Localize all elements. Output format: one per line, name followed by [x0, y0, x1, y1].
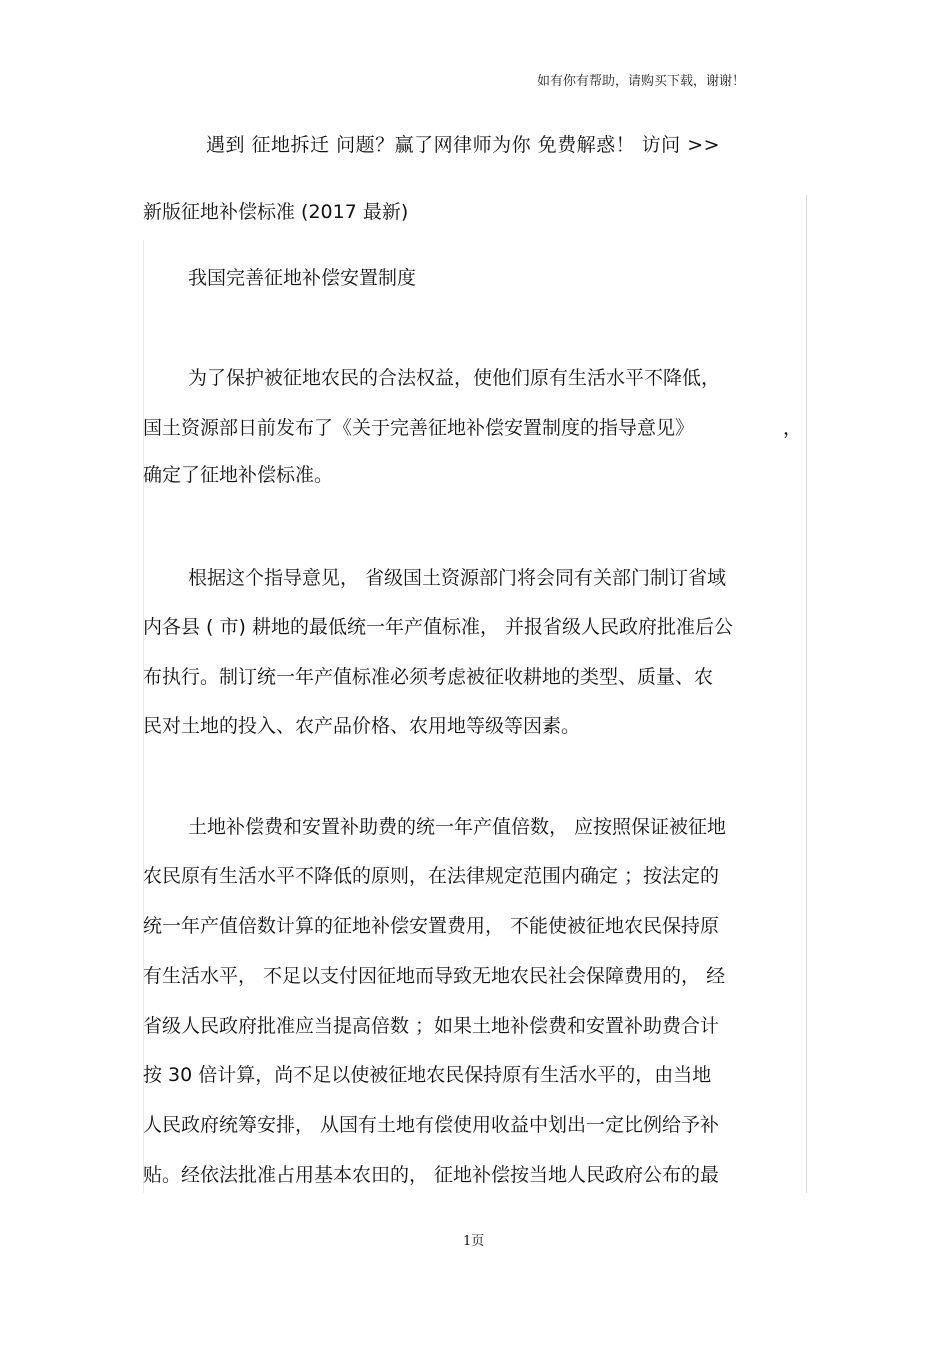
paragraph-1-line-1: 为了保护被征地农民的合法权益，使他们原有生活水平不降低，: [188, 367, 721, 389]
page-number: 1页: [463, 1234, 485, 1249]
paragraph-3-line-1: 土地补偿费和安置补助费的统一年产值倍数， 应按照保证被征地: [188, 816, 727, 838]
paragraph-1-line-2: 国土资源部日前发布了《关于完善征地补偿安置制度的指导意见》: [143, 417, 695, 439]
promo-link[interactable]: 遇到 征地拆迁 问题？赢了网律师为你 免费解惑！ 访问 >>: [206, 134, 721, 156]
download-note: 如有你有帮助，请购买下载，谢谢！: [537, 74, 746, 89]
paragraph-3-line-6: 按 30 倍计算，尚不足以使被征地农民保持原有生活水平的，由当地: [143, 1064, 712, 1086]
document-title: 新版征地补偿标准 (2017 最新): [143, 201, 409, 223]
paragraph-2-line-2: 内各县 ( 市) 耕地的最低统一年产值标准， 并报省级人民政府批准后公: [143, 616, 733, 638]
paragraph-2-line-4: 民对土地的投入、农产品价格、农用地等级等因素。: [143, 715, 581, 737]
document-subtitle: 我国完善征地补偿安置制度: [188, 267, 417, 289]
paragraph-1-comma: ，: [783, 417, 803, 439]
paragraph-2-line-1: 根据这个指导意见， 省级国土资源部门将会同有关部门制订省域: [188, 567, 727, 589]
paragraph-3-line-4: 有生活水平， 不足以支付因征地而导致无地农民社会保障费用的， 经: [143, 965, 726, 987]
paragraph-2-line-3: 布执行。制订统一年产值标准必须考虑被征收耕地的类型、质量、农: [143, 666, 714, 688]
paragraph-3-line-2: 农民原有生活水平不降低的原则，在法律规定范围内确定 ；按法定的: [143, 865, 720, 887]
paragraph-3-line-8: 贴。经依法批准占用基本农田的， 征地补偿按当地人民政府公布的最: [143, 1164, 720, 1186]
paragraph-1-line-3: 确定了征地补偿标准。: [143, 464, 334, 486]
page-frame-right: [806, 195, 807, 1193]
paragraph-3-line-7: 人民政府统筹安排， 从国有土地有偿使用收益中划出一定比例给予补: [143, 1114, 720, 1136]
paragraph-3-line-5: 省级人民政府批准应当提高倍数 ；如果土地补偿费和安置补助费合计: [143, 1015, 720, 1037]
paragraph-3-line-3: 统一年产值倍数计算的征地补偿安置费用， 不能使被征地农民保持原: [143, 915, 720, 937]
